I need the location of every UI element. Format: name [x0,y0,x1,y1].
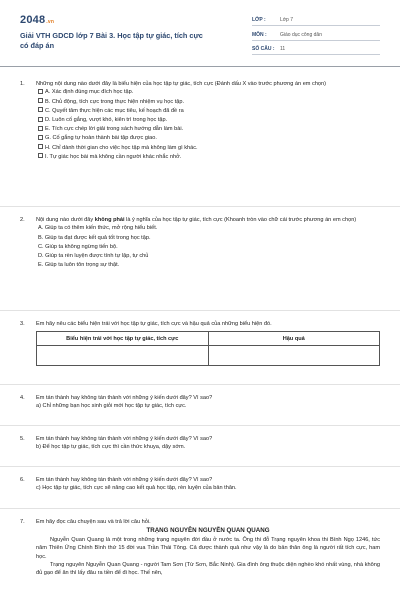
meta-label: LỚP : [252,17,266,23]
question-text: Em hãy nêu các biểu hiện trái với học tập tự giác, tích cực và hậu quả của những biểu hiện đó. [36,321,272,327]
question-4 [20,394,380,411]
question-text: Những nội dung nào dưới đây là biểu hiện của học tập tự giác, tích cực (Đánh dấu X vào trước phương án em chọn) [36,81,327,87]
meta-row-subject [252,30,380,41]
meta-value: Lớp 7 [280,17,294,23]
question-number: 7. [20,519,25,525]
question-text: Em hãy đọc câu chuyện sau và trả lời câu hỏi. [36,519,151,525]
question-number: 2. [20,217,25,223]
option-checkbox[interactable] [36,98,380,107]
option-item[interactable]: A. Giúp ta có thêm kiến thức, mở rộng hiểu biết. [38,225,158,232]
logo-text: 2048 [20,14,46,26]
option-checkbox[interactable] [36,125,380,134]
question-statement: a) Chỉ những bạn học sinh giỏi mới học tập tự giác, tích cực. [36,403,187,410]
option-item[interactable]: D. Giúp ta rèn luyện được tính tự lập, tự chủ [38,253,149,260]
question-3 [20,320,380,366]
question-text: Em tán thành hay không tán thành với những ý kiến dưới đây? Vì sao? [36,477,213,483]
question-number: 1. [20,81,25,87]
header-divider [0,66,400,67]
table-cell[interactable] [208,346,380,366]
option-item[interactable]: B. Giúp ta đạt được kết quả tốt trong học tập. [38,234,151,241]
table-header-row [37,332,380,346]
section-separator [0,466,400,467]
option-label: D. Luôn cố gắng, vượt khó, kiên trì trong học tập. [45,117,168,124]
meta-row-count [252,44,380,55]
question-6 [20,476,380,493]
option-checkbox[interactable] [36,144,380,153]
question-text-part: Nội dung nào dưới đây [36,217,95,223]
option-label: E. Tích cực chép lời giải trong sách hướng dẫn làm bài. [45,126,184,133]
question-text [36,216,380,224]
option-checkbox[interactable] [36,88,380,97]
checkbox-icon[interactable] [38,117,43,122]
checkbox-icon[interactable] [38,144,43,149]
logo-suffix: .vn [46,19,55,25]
option-label: C. Quyết tâm thực hiện các mục tiêu, kế hoạch đã đề ra [45,107,184,114]
meta-value: Giáo dục công dân [280,31,322,38]
story-paragraph: Trạng nguyên Nguyễn Quan Quang - người Tam Sơn (Từ Sơn, Bắc Ninh). Gia đình ông thuộc diện nghèo khó nhất vùng, nhà không đủ gạo để ăn thì lấy đâu ra tiền để đi học. Thế nên, [36,562,380,577]
question-number: 4. [20,395,25,401]
meta-info [252,15,380,59]
checkbox-icon[interactable] [38,98,43,103]
table-row [37,346,380,366]
story-paragraph: Nguyễn Quan Quang là một trong những trạng nguyên đời đầu ở nước ta. Ông thi đỗ Trạng nguyên khoa thi Bính Ngọ 1246, tức năm Thiên Ứng Chính Bình thứ 15 đời vua Trần Thái Tông. Cả được thành quả như vậy là do bản thân ông là người rất tích cực, ham học. [36,536,380,560]
question-statement: c) Học tập tự giác, tích cực sẽ nâng cao kết quả học tập, rèn luyện của bản thân. [36,485,237,492]
meta-label: SỐ CÂU : [252,46,275,52]
table-header: Hậu quả [208,332,380,346]
section-separator [0,206,400,207]
document-header [20,14,380,58]
option-label: B. Chủ động, tích cực trong thực hiện nhiệm vụ học tập. [45,98,185,105]
question-statement: b) Để học tập tự giác, tích cực thì cần thức khuya, dậy sớm. [36,444,186,451]
option-item[interactable]: C. Giúp ta không ngừng tiến bộ. [38,243,118,250]
option-checkbox[interactable] [36,107,380,116]
checkbox-icon[interactable] [38,153,43,158]
option-label: G. Cố gắng tự hoàn thành bài tập được giao. [45,135,157,142]
question-text-emphasis: không phải [94,217,125,223]
section-separator [0,384,400,385]
section-separator [0,310,400,311]
question-number: 5. [20,436,25,442]
question-2 [20,216,380,270]
option-label: H. Chỉ dành thời gian cho việc học tập mà không làm gì khác. [45,144,198,151]
table-cell[interactable] [37,346,209,366]
question-number: 3. [20,321,25,327]
checkbox-icon[interactable] [38,135,43,140]
option-item[interactable]: E. Giúp ta luôn tôn trọng sự thật. [38,262,120,269]
meta-label: MÔN : [252,31,267,38]
page-title: Giải VTH GDCD lớp 7 Bài 3. Học tập tự giác, tích cực có đáp án [20,31,203,50]
option-label: I. Tự giác học bài mà không cần người khác nhắc nhở. [45,153,182,160]
section-separator [0,508,400,509]
question-number: 6. [20,477,25,483]
question-text: Em tán thành hay không tán thành với những ý kiến dưới đây? Vì sao? [36,436,213,442]
question-1 [20,80,380,162]
option-label: A. Xác định đúng mục đích học tập. [45,89,134,96]
meta-row-class [252,15,380,26]
option-checkbox[interactable] [36,134,380,143]
table-header: Biểu hiện trái với học tập tự giác, tích cực [37,332,209,346]
option-checkbox[interactable] [36,116,380,125]
question-5 [20,435,380,452]
question-text-part: là ý nghĩa của học tập tự giác, tích cực (Khoanh tròn vào chữ cái trước phương án em chọn) [124,217,357,223]
checkbox-icon[interactable] [38,89,43,94]
checkbox-icon[interactable] [38,126,43,131]
site-logo[interactable] [20,14,54,26]
checkbox-icon[interactable] [38,107,43,112]
question-text: Em tán thành hay không tán thành với những ý kiến dưới đây? Vì sao? [36,395,213,401]
answer-table [36,331,380,366]
section-separator [0,425,400,426]
option-checkbox[interactable] [36,153,380,162]
question-7 [20,518,380,578]
meta-value: 11 [280,46,286,52]
story-title: TRẠNG NGUYÊN NGUYỄN QUAN QUANG [146,527,270,535]
